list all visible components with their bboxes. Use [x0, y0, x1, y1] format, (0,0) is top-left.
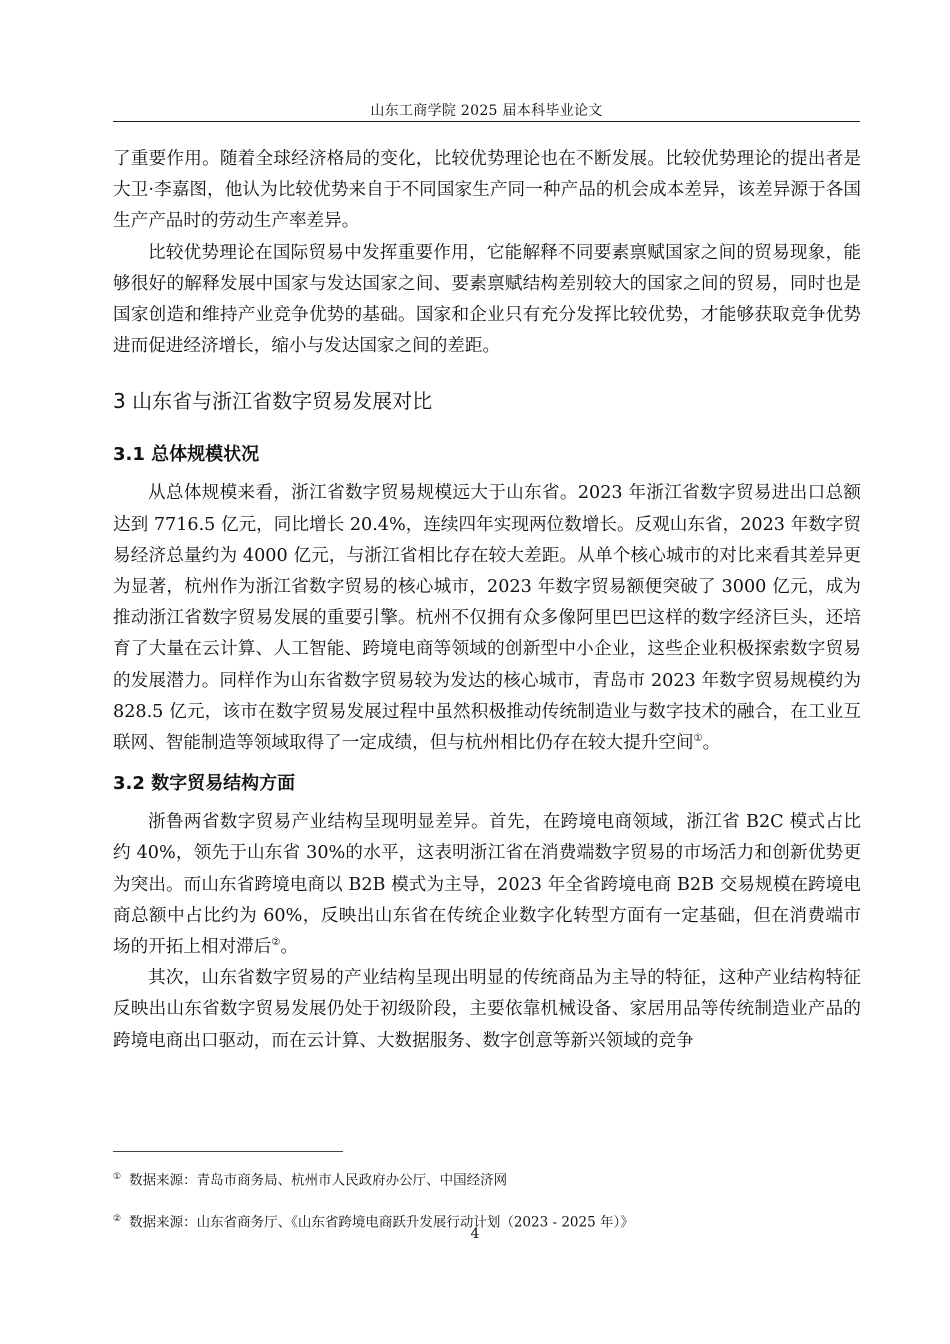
sentence-end: 。 [280, 937, 298, 958]
paragraph-overall-scale-text: 从总体规模来看，浙江省数字贸易规模远大于山东省。2023 年浙江省数字贸易进出口总额达到 7716.5 亿元，同比增长 20.4%，连续四年实现两位数增长。反观山东省，2023 年数字贸易经济总量约为 4000 亿元，与浙江省相比存在较大差距。从单个核心城市的对比来看其差异更为显著，杭州作为浙江省数字贸易的核心城市，2023 年数字贸易额便突破了 3000 亿元，成为推动浙江省数字贸易发展的重要引擎。杭州不仅拥有众多像阿里巴巴这样的数字经济巨头，还培育了大量在云计算、人工智能、跨境电商等领域的创新型中小企业，这些企业积极探索数字贸易的发展潜力。同样作为山东省数字贸易较为发达的核心城市，青岛市 2023 年数字贸易规模约为 828.5 亿元，该市在数字贸易发展过程中虽然积极推动传统制造业与数字技术的融合，在工业互联网、智能制造等领域取得了一定成绩，但与杭州相比仍存在较大提升空间 [113, 483, 861, 754]
footnote-ref-1[interactable]: ① [693, 733, 703, 745]
footnote-2-mark: ② [113, 1214, 122, 1224]
paragraph-comparative-advantage-role: 比较优势理论在国际贸易中发挥重要作用，它能解释不同要素禀赋国家之间的贸易现象，能够很好的解释发展中国家与发达国家之间、要素禀赋结构差别较大的国家之间的贸易，同时也是国家创造和维持产业竞争优势的基础。国家和企业只有充分发挥比较优势，才能够获取竞争优势进而促进经济增长，缩小与发达国家之间的差距。 [113, 242, 861, 357]
subsection-heading-3-2: 3.2 数字贸易结构方面 [113, 773, 296, 795]
paragraph-comparative-advantage-origin: 了重要作用。随着全球经济格局的变化，比较优势理论也在不断发展。比较优势理论的提出者是大卫·李嘉图，他认为比较优势来自于不同国家生产同一种产品的机会成本差异，该差异源于各国生产产品时的劳动生产率差异。 [113, 149, 861, 232]
subsection-heading-3-1: 3.1 总体规模状况 [113, 444, 260, 466]
paragraph-trade-structure-text: 浙鲁两省数字贸易产业结构呈现明显差异。首先，在跨境电商领域，浙江省 B2C 模式占比约 40%，领先于山东省 30%的水平，这表明浙江省在消费端数字贸易的市场活力和创新优势更为突出。而山东省跨境电商以 B2B 模式为主导，2023 年全省跨境电商 B2B 交易规模在跨境电商总额中占比约为 60%，反映出山东省在传统企业数字化转型方面有一定基础，但在消费端市场的开拓上相对滞后 [113, 812, 861, 958]
sentence-end: 。 [702, 733, 721, 754]
footnote-2-text: 数据来源：山东省商务厅、《山东省跨境电商跃升发展行动计划（2023 - 2025 年）》 [129, 1214, 634, 1231]
page-number: 4 [470, 1226, 480, 1242]
paragraph-trade-structure [113, 807, 861, 963]
footnote-1 [113, 1168, 860, 1190]
running-header: 山东工商学院 2025 届本科毕业论文 [370, 103, 603, 119]
body-text [113, 144, 861, 1057]
section-heading-3: 3 山东省与浙江省数字贸易发展对比 [113, 389, 433, 414]
header-rule [113, 121, 860, 122]
footnote-1-mark: ① [113, 1172, 122, 1182]
footnote-1-text: 数据来源：青岛市商务局、杭州市人民政府办公厅、中国经济网 [129, 1172, 508, 1189]
paragraph-traditional-goods: 其次，山东省数字贸易的产业结构呈现出明显的传统商品为主导的特征，这种产业结构特征反映出山东省数字贸易发展仍处于初级阶段，主要依靠机械设备、家居用品等传统制造业产品的跨境电商出口驱动，而在云计算、大数据服务、数字创意等新兴领域的竞争 [113, 968, 861, 1051]
footnote-ref-2[interactable]: ② [271, 937, 281, 949]
paragraph-overall-scale [113, 478, 861, 759]
footnote-separator [113, 1151, 343, 1152]
